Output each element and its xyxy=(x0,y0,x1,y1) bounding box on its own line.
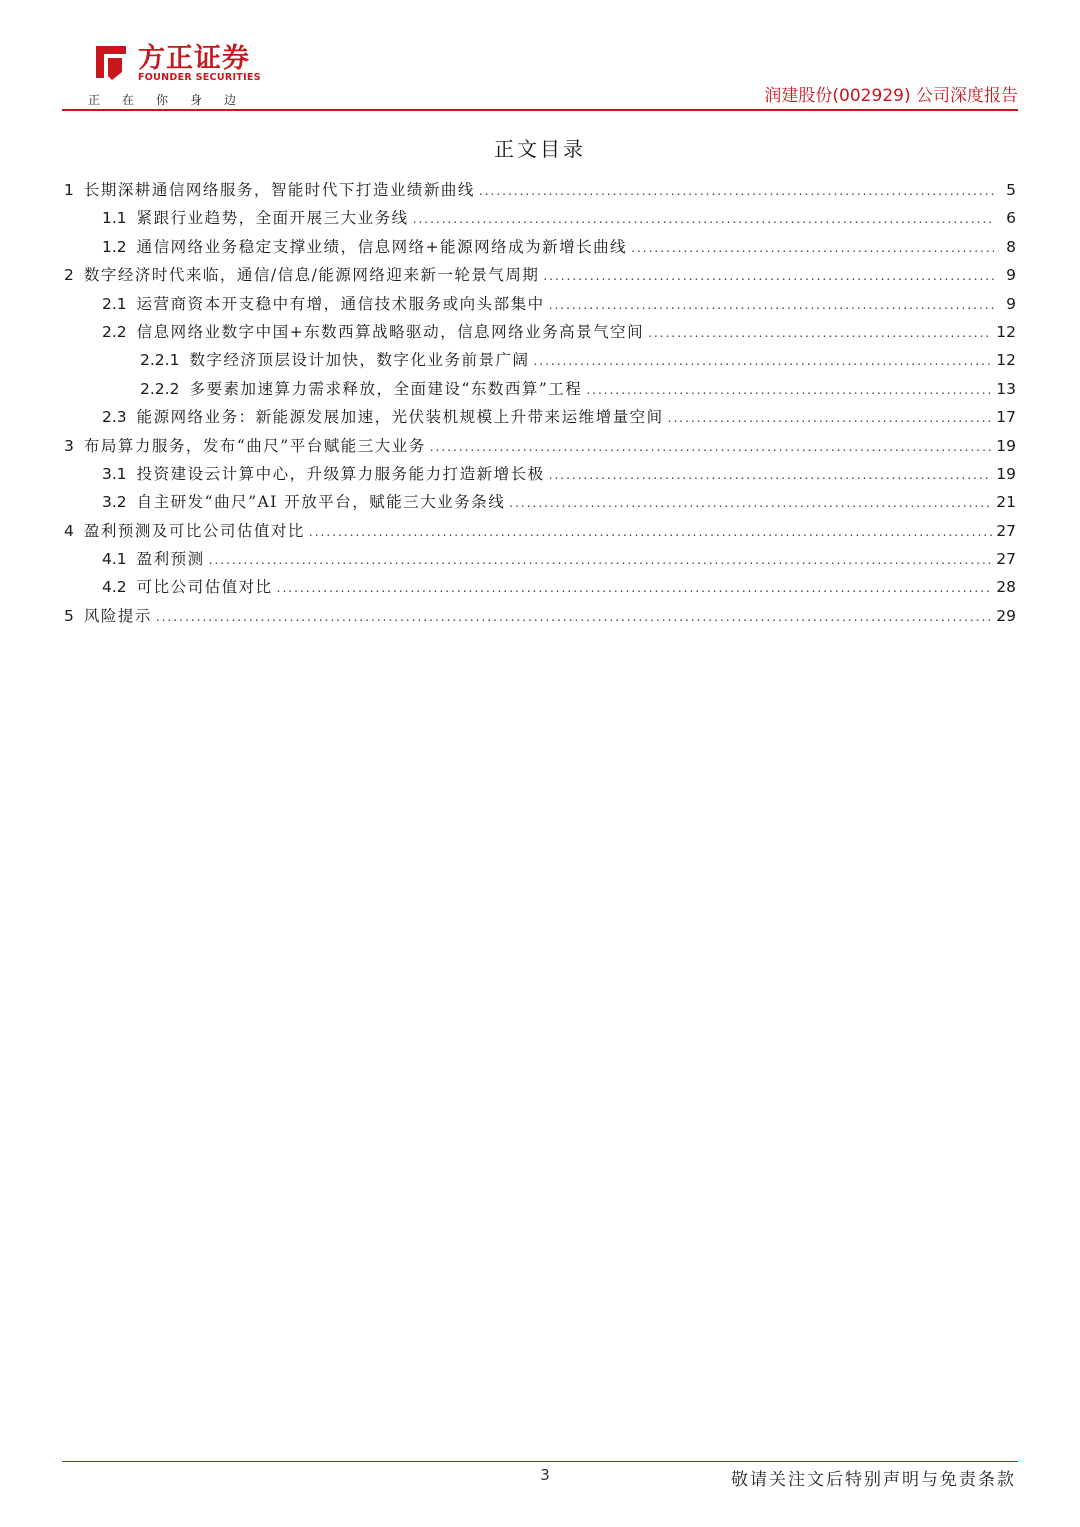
founder-logo-icon xyxy=(88,40,132,84)
toc-entry-page: 5 xyxy=(1006,181,1016,199)
toc-entry-page: 29 xyxy=(996,606,1016,625)
toc-entry[interactable] xyxy=(64,460,1016,488)
toc-title: 正文目录 xyxy=(494,137,586,161)
toc-entry-number: 2.2.1 xyxy=(140,351,180,370)
toc-entry-number: 4.2 xyxy=(102,578,127,597)
toc-entry-page: 21 xyxy=(996,493,1016,512)
toc-entry-page: 13 xyxy=(996,379,1016,398)
disclaimer-notice: 敬请关注文后特别声明与免责条款 xyxy=(731,1470,1016,1490)
toc-leader-dots xyxy=(156,603,992,631)
toc-entry[interactable] xyxy=(64,233,1016,261)
toc-entry-page: 12 xyxy=(996,322,1016,341)
logo-text-cn: 方正证券 xyxy=(138,43,250,74)
toc-leader-dots xyxy=(549,461,993,489)
toc-leader-dots xyxy=(309,518,992,546)
toc-entry-number: 3 xyxy=(64,436,74,455)
toc-leader-dots xyxy=(543,262,994,290)
toc-entry-title: 数字经济顶层设计加快，数字化业务前景广阔 xyxy=(189,351,530,370)
report-title: 润建股份(002929) 公司深度报告 xyxy=(764,86,1018,106)
toc-entry[interactable] xyxy=(64,573,1016,601)
toc-entry-page: 12 xyxy=(996,351,1016,370)
toc-entry[interactable] xyxy=(64,432,1016,460)
toc-entry-page: 27 xyxy=(996,550,1016,569)
table-of-contents xyxy=(64,176,1016,630)
toc-entry[interactable] xyxy=(64,517,1016,545)
toc-entry[interactable] xyxy=(64,403,1016,431)
logo-text-en: FOUNDER SECURITIES xyxy=(138,72,261,83)
toc-entry-title: 长期深耕通信网络服务，智能时代下打造业绩新曲线 xyxy=(83,181,475,199)
toc-entry[interactable] xyxy=(64,204,1016,232)
toc-entry-title: 盈利预测及可比公司估值对比 xyxy=(83,521,305,540)
toc-entry-page: 9 xyxy=(1006,294,1016,313)
toc-entry-title: 多要素加速算力需求释放，全面建设“东数西算”工程 xyxy=(189,379,583,398)
toc-entry-number: 3.1 xyxy=(102,464,127,483)
toc-entry-page: 27 xyxy=(996,521,1016,540)
toc-entry-page: 28 xyxy=(996,578,1016,597)
toc-leader-dots xyxy=(586,376,992,404)
toc-leader-dots xyxy=(668,404,993,432)
toc-entry-page: 6 xyxy=(1006,209,1016,228)
toc-entry-number: 2.3 xyxy=(102,408,127,427)
toc-leader-dots xyxy=(277,574,993,602)
toc-leader-dots xyxy=(549,291,994,319)
toc-leader-dots xyxy=(631,234,994,262)
toc-entry[interactable] xyxy=(64,346,1016,374)
toc-entry-title: 投资建设云计算中心，升级算力服务能力打造新增长极 xyxy=(136,464,545,483)
toc-leader-dots xyxy=(430,433,993,461)
toc-entry-number: 4 xyxy=(64,521,74,540)
toc-entry-number: 2.2.2 xyxy=(140,379,180,398)
toc-entry-number: 3.2 xyxy=(102,493,127,512)
toc-leader-dots xyxy=(479,177,994,205)
toc-entry[interactable] xyxy=(64,176,1016,204)
toc-entry[interactable] xyxy=(64,318,1016,346)
toc-leader-dots xyxy=(209,546,993,574)
toc-entry-page: 9 xyxy=(1006,266,1016,285)
toc-entry-number: 5 xyxy=(64,606,74,625)
toc-entry-title: 信息网络业数字中国+东数西算战略驱动，信息网络业务高景气空间 xyxy=(136,322,645,341)
toc-entry[interactable] xyxy=(64,602,1016,630)
header-divider xyxy=(62,109,1018,111)
toc-entry-number: 4.1 xyxy=(102,550,127,569)
toc-entry-page: 8 xyxy=(1006,237,1016,256)
toc-entry-page: 17 xyxy=(996,408,1016,427)
toc-entry[interactable] xyxy=(64,545,1016,573)
toc-entry-number: 2.2 xyxy=(102,322,127,341)
toc-entry[interactable] xyxy=(64,488,1016,516)
page-number: 3 xyxy=(540,1466,550,1484)
toc-entry-title: 通信网络业务稳定支撑业绩，信息网络+能源网络成为新增长曲线 xyxy=(136,237,628,256)
toc-leader-dots xyxy=(533,347,992,375)
toc-entry-title: 数字经济时代来临，通信/信息/能源网络迎来新一轮景气周期 xyxy=(83,266,540,285)
toc-entry-page: 19 xyxy=(996,436,1016,455)
toc-entry-title: 可比公司估值对比 xyxy=(136,578,273,597)
toc-entry-number: 1.1 xyxy=(102,209,127,228)
toc-entry-number: 2.1 xyxy=(102,294,127,313)
toc-leader-dots xyxy=(509,489,992,517)
slogan: 正在你身边 xyxy=(88,93,259,107)
toc-entry-title: 盈利预测 xyxy=(136,550,205,569)
toc-entry-title: 风险提示 xyxy=(83,606,152,625)
toc-entry[interactable] xyxy=(64,375,1016,403)
toc-entry-title: 布局算力服务，发布“曲尺”平台赋能三大业务 xyxy=(83,436,426,455)
toc-entry[interactable] xyxy=(64,290,1016,318)
toc-leader-dots xyxy=(648,319,992,347)
toc-entry-number: 1.2 xyxy=(102,237,127,256)
toc-entry-title: 运营商资本开支稳中有增，通信技术服务或向头部集中 xyxy=(136,294,545,313)
toc-entry-title: 紧跟行业趋势，全面开展三大业务线 xyxy=(136,209,409,228)
page-header xyxy=(62,30,1018,110)
toc-entry-number: 1 xyxy=(64,181,74,199)
toc-entry-page: 19 xyxy=(996,464,1016,483)
toc-entry[interactable] xyxy=(64,261,1016,289)
toc-entry-title: 自主研发“曲尺”AI 开放平台，赋能三大业务条线 xyxy=(136,493,506,512)
toc-leader-dots xyxy=(413,205,994,233)
footer-divider xyxy=(62,1461,1018,1462)
toc-entry-title: 能源网络业务：新能源发展加速，光伏装机规模上升带来运维增量空间 xyxy=(136,408,664,427)
toc-entry-number: 2 xyxy=(64,266,74,285)
